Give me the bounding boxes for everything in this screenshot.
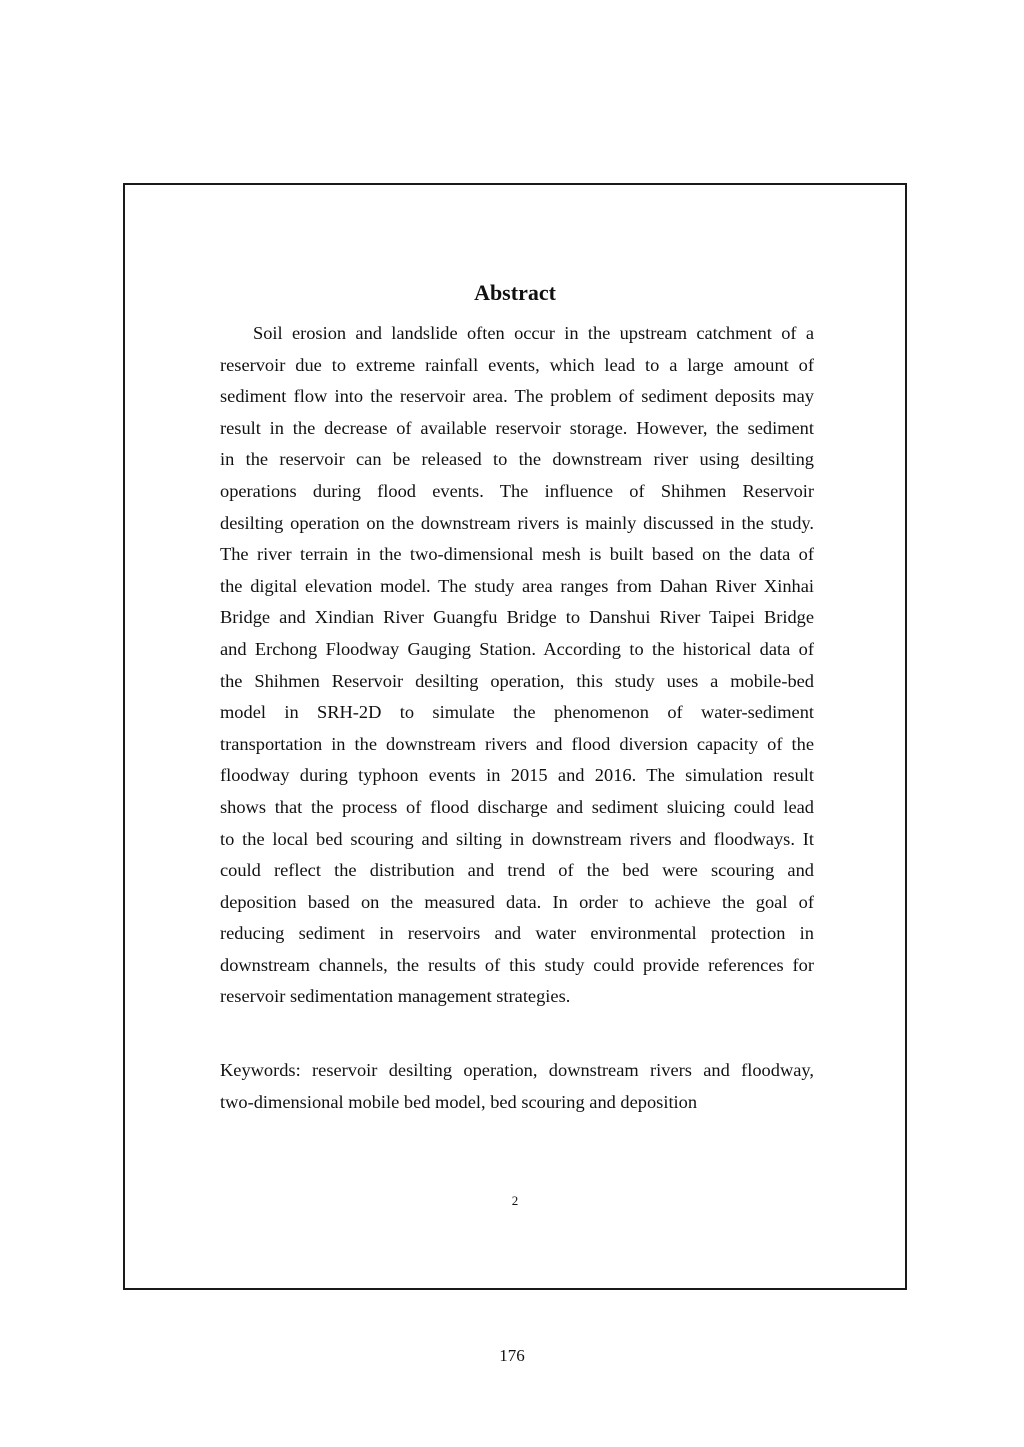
abstract-line: transportation in the downstream rivers and flood diversion capacity of the <box>220 733 814 754</box>
abstract-line: and Erchong Floodway Gauging Station. According to the historical data of <box>220 638 814 659</box>
abstract-line: reservoir sedimentation management strategies. <box>220 986 571 1007</box>
abstract-body <box>220 318 814 1013</box>
page-frame <box>123 183 907 1290</box>
outer-page-number: 176 <box>499 1346 525 1365</box>
abstract-line: sediment flow into the reservoir area. The problem of sediment deposits may <box>220 386 814 407</box>
abstract-line: result in the decrease of available reservoir storage. However, the sediment <box>220 417 814 438</box>
abstract-line: could reflect the distribution and trend of the bed were scouring and <box>220 860 814 881</box>
abstract-title: Abstract <box>474 280 556 305</box>
abstract-line: deposition based on the measured data. In order to achieve the goal of <box>220 891 814 912</box>
abstract-line: in the reservoir can be released to the downstream river using desilting <box>220 449 814 470</box>
abstract-line: desilting operation on the downstream rivers is mainly discussed in the study. <box>220 512 814 533</box>
abstract-line: to the local bed scouring and silting in downstream rivers and floodways. It <box>220 828 814 849</box>
abstract-line: shows that the process of flood discharge and sediment sluicing could lead <box>220 796 814 817</box>
keywords <box>220 1055 814 1118</box>
abstract-line: model in SRH-2D to simulate the phenomenon of water-sediment <box>220 702 814 723</box>
keywords-line: Keywords: reservoir desilting operation, downstream rivers and floodway, <box>220 1060 814 1080</box>
keywords-line: two-dimensional mobile bed model, bed scouring and deposition <box>220 1091 698 1112</box>
abstract-line: Soil erosion and landslide often occur in the upstream catchment of a <box>253 323 814 343</box>
abstract-line: floodway during typhoon events in 2015 and 2016. The simulation result <box>220 765 814 786</box>
abstract-line: The river terrain in the two-dimensional mesh is built based on the data of <box>220 544 814 565</box>
abstract-line: downstream channels, the results of this study could provide references for <box>220 954 814 975</box>
abstract-line: the Shihmen Reservoir desilting operation, this study uses a mobile-bed <box>220 670 814 691</box>
abstract-line: reducing sediment in reservoirs and water environmental protection in <box>220 923 814 944</box>
abstract-line: Bridge and Xindian River Guangfu Bridge to Danshui River Taipei Bridge <box>220 607 814 628</box>
abstract-line: reservoir due to extreme rainfall events, which lead to a large amount of <box>220 354 814 375</box>
abstract-line: operations during flood events. The influence of Shihmen Reservoir <box>220 480 814 501</box>
inner-page-number: 2 <box>511 1193 519 1208</box>
abstract-line: the digital elevation model. The study area ranges from Dahan River Xinhai <box>220 575 814 596</box>
